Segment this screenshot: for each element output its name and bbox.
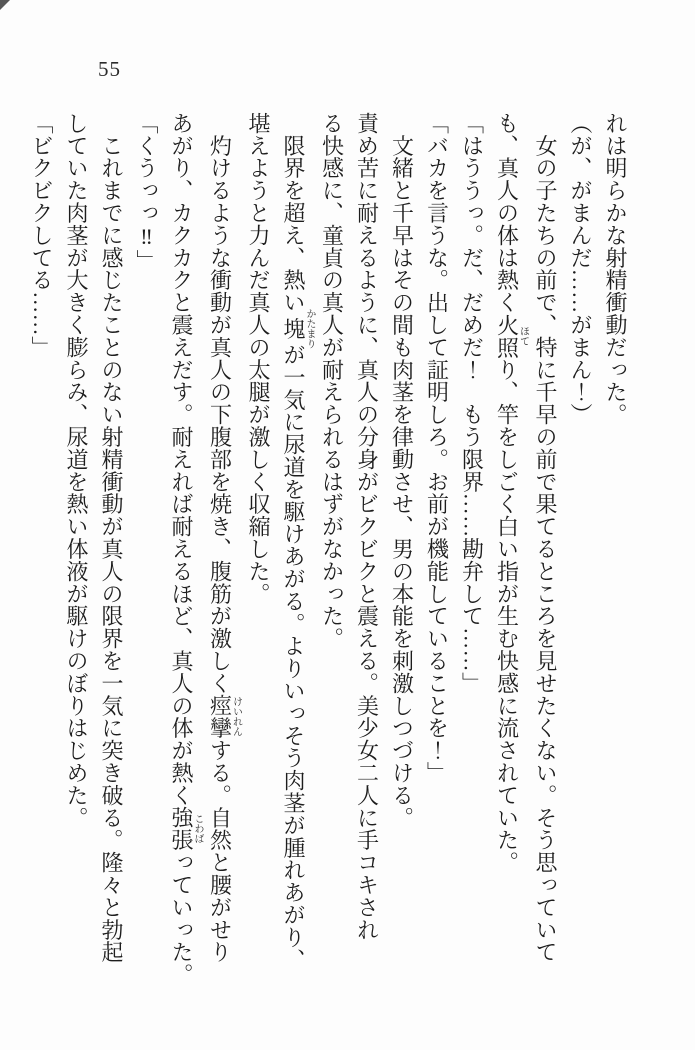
text-line: も、真人の体は熱く火照ほてり、竿をしごく白い指が生む快感に流されていた。: [494, 112, 529, 874]
text-line: 責め苦に耐えるように、真人の分身がビクビクと震える。美少女二人に手コキされ: [354, 112, 380, 941]
text-line: あがり、カクカクと震えだす。耐えれば耐えるほど、真人の体が熱く強張こわばっていった。: [169, 112, 203, 986]
text-line: 「はううっ。だ、だめだ！ もう限界……勘弁して……」: [459, 112, 485, 695]
scan-corner-artifact: [0, 0, 10, 10]
text-line: 灼けるような衝動が真人の下腹部を焼き、腹筋が激しく痙攣けいれんする。自然と腰がせり: [207, 112, 242, 964]
ruby-annotated-word: 火照ほて: [494, 313, 529, 359]
text-line: していた肉茎が大きく膨らみ、尿道を熱い体液が駆けのぼりはじめた。: [64, 112, 89, 829]
text-line: 堪えようと力んだ真人の太腿が激しく収縮した。: [246, 112, 271, 605]
text-line: 限界を超え、熱い塊かたまりが一気に尿道を駆けあがる。よりいっそう肉茎が腫れあがり、: [281, 112, 315, 971]
ruby-annotated-word: 痙攣けいれん: [207, 694, 242, 740]
ruby-annotated-word: 塊かたまり: [281, 308, 315, 349]
text-line: れは明らかな射精衝動だった。: [603, 112, 628, 426]
text-line: （が、がまんだ……がまん！）: [568, 112, 593, 426]
text-line: これまでに感じたことのない射精衝動が真人の限界を一気に突き破る。隆々と勃起: [99, 112, 124, 964]
text-block: [24, 112, 633, 994]
page-number: 55: [98, 57, 121, 81]
text-line: 文緒と千早はその間も肉茎を律動させ、男の本能を刺激しつづける。: [389, 112, 415, 829]
text-line: 「バカを言うな。出して証明しろ。お前が機能していることを！」: [424, 112, 450, 784]
text-line: 「くうっっ‼」: [134, 112, 159, 272]
ruby-annotated-word: 強張こわば: [169, 806, 203, 852]
text-line: 女の子たちの前で、特に千早の前で果てるところを見せたくない。そう思っていて: [533, 112, 558, 964]
text-line: 「ビクビクしてる……」: [29, 112, 54, 359]
text-line: る快感に、童貞の真人が耐えられるはずがなかった。: [319, 112, 345, 650]
